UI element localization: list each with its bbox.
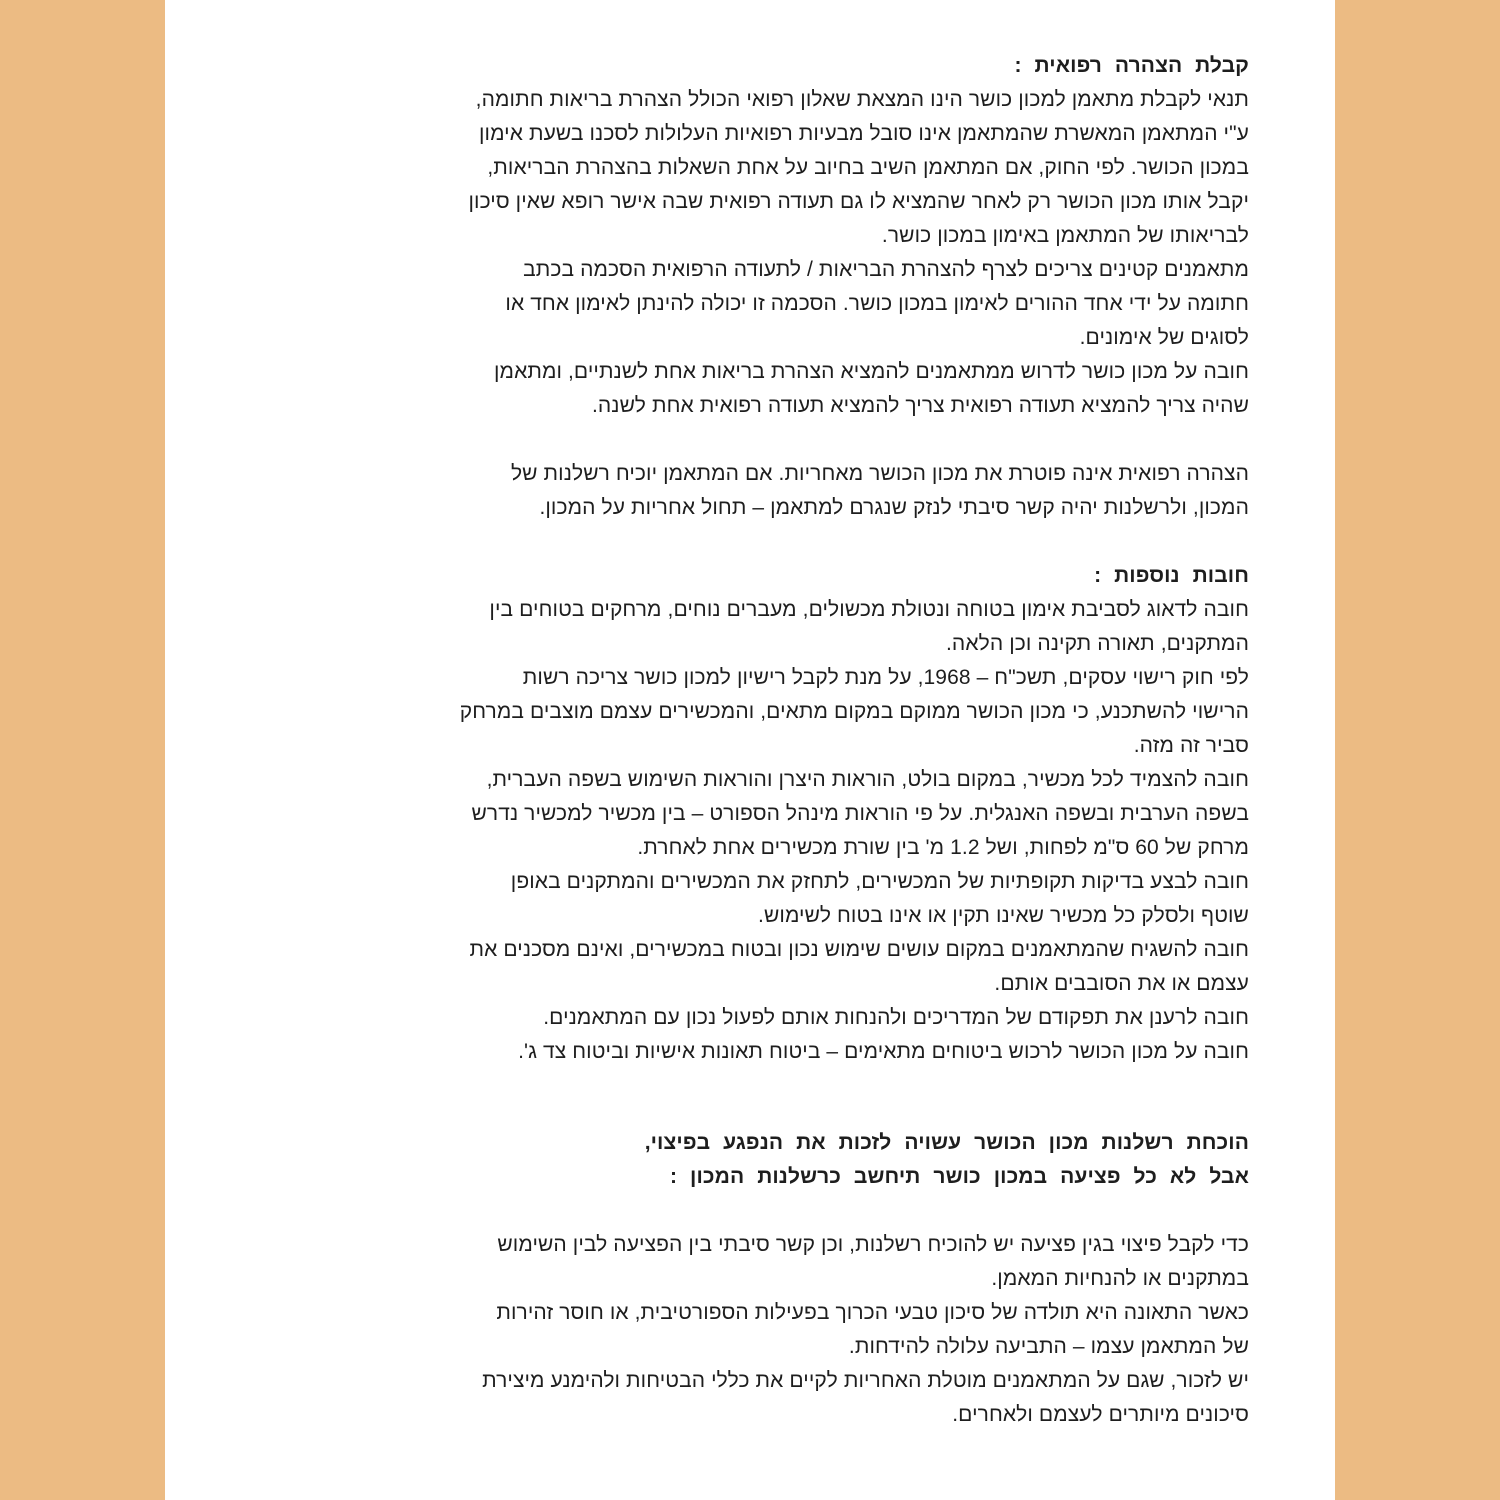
- heading-additional-duties: חובות נוספות :: [1094, 564, 1249, 587]
- text-line: חובה על מכון כושר לדרוש ממתאמנים להמציא הצהרת בריאות אחת לשנתיים, ומתאמן: [493, 360, 1249, 383]
- text-line: סביר זה מזה.: [1133, 734, 1249, 757]
- text-line: תנאי לקבלת מתאמן למכון כושר הינו המצאת שאלון רפואי הכולל הצהרת בריאות חתומה,: [475, 88, 1249, 111]
- heading-negligence-line-1: הוכחת רשלנות מכון הכושר עשויה לזכות את הנפגע בפיצוי,: [644, 1131, 1249, 1154]
- text-line: לפי חוק רישוי עסקים, תשכ"ח – 1968, על מנת לקבל רישיון למכון כושר צריכה רשות: [522, 666, 1249, 689]
- text-line: חובה להשגיח שהמתאמנים במקום עושים שימוש נכון ובטוח במכשירים, ואינם מסכנים את: [469, 938, 1249, 961]
- paragraph-gap: [225, 1069, 1249, 1126]
- text-line: שוטף ולסלק כל מכשיר שאינו תקין או אינו בטוח לשימוש.: [758, 904, 1249, 927]
- text-line: הרישוי להשתכנע, כי מכון הכושר ממוקם במקום מתאים, והמכשירים עצמם מוצבים במרחק: [459, 700, 1249, 723]
- text-line: חובה על מכון הכושר לרכוש ביטוחים מתאימים – ביטוח תאונות אישיות וביטוח צד ג'.: [518, 1040, 1249, 1063]
- text-line: חובה לדאוג לסביבת אימון בטוחה ונטולת מכשולים, מעברים נוחים, מרחקים בטוחים בין: [489, 598, 1249, 621]
- text-line: הצהרה רפואית אינה פוטרת את מכון הכושר מאחריות. אם המתאמן יוכיח רשלנות של: [510, 462, 1249, 485]
- text-line: עצמם או את הסובבים אותם.: [994, 972, 1249, 995]
- text-line: מרחק של 60 ס"מ לפחות, ושל 1.2 מ' בין שורת מכשירים אחת לאחרת.: [637, 836, 1249, 859]
- heading-medical-declaration: קבלת הצהרה רפואית :: [1014, 54, 1249, 77]
- text-line: במתקנים או להנחיות המאמן.: [991, 1267, 1249, 1290]
- text-line: ע"י המתאמן המאשרת שהמתאמן אינו סובל מבעיות רפואיות העלולות לסכנו בשעת אימון: [478, 122, 1249, 145]
- text-line: חובה לבצע בדיקות תקופתיות של המכשירים, לתחזק את המכשירים והמתקנים באופן: [510, 870, 1249, 893]
- text-line: לסוגים של אימונים.: [1079, 326, 1249, 349]
- paragraph-gap: [225, 1194, 1249, 1228]
- text-line: יש לזכור, שגם על המתאמנים מוטלת האחריות לקיים את כללי הבטיחות ולהימנע מיצירת: [482, 1369, 1249, 1392]
- text-line: סיכונים מיותרים לעצמם ולאחרים.: [952, 1403, 1249, 1426]
- text-line: כאשר התאונה היא תולדה של סיכון טבעי הכרוך בפעילות הספורטיבית, או חוסר זהירות: [496, 1301, 1249, 1324]
- paragraph-gap: [225, 525, 1249, 559]
- paragraph-gap: [225, 423, 1249, 457]
- text-line: בשפה הערבית ובשפה האנגלית. על פי הוראות מינהל הספורט – בין מכשיר למכשיר נדרש: [471, 802, 1249, 825]
- text-line: במכון הכושר. לפי החוק, אם המתאמן השיב בחיוב על אחת השאלות בהצהרת הבריאות,: [487, 156, 1249, 179]
- text-line: שהיה צריך להמציא תעודה רפואית צריך להמציא תעודה רפואית אחת לשנה.: [591, 394, 1249, 417]
- text-line: חובה לרענן את תפקודם של המדריכים ולהנחות אותם לפעול נכון עם המתאמנים.: [543, 1006, 1249, 1029]
- text-line: המכון, ולרשלנות יהיה קשר סיבתי לנזק שנגרם למתאמן – תחול אחריות על המכון.: [539, 496, 1249, 519]
- text-line: מתאמנים קטינים צריכים לצרף להצהרת הבריאות / לתעודה הרפואית הסכמה בכתב: [523, 258, 1249, 281]
- text-line: המתקנים, תאורה תקינה וכן הלאה.: [946, 632, 1249, 655]
- heading-negligence-line-2: אבל לא כל פציעה במכון כושר תיחשב כרשלנות המכון :: [670, 1165, 1249, 1188]
- text-line: של המתאמן עצמו – התביעה עלולה להידחות.: [848, 1335, 1249, 1358]
- text-line: כדי לקבל פיצוי בגין פציעה יש להוכיח רשלנות, וכן קשר סיבתי בין הפציעה לבין השימוש: [497, 1233, 1249, 1256]
- text-line: יקבל אותו מכון הכושר רק לאחר שהמציא לו גם תעודה רפואית שבה אישר רופא שאין סיכון: [468, 190, 1249, 213]
- document-page: [165, 0, 1335, 1500]
- text-line: לבריאותו של המתאמן באימון במכון כושר.: [881, 224, 1249, 247]
- text-line: חתומה על ידי אחד ההורים לאימון במכון כושר. הסכמה זו יכולה להינתן לאימון אחד או: [505, 292, 1249, 315]
- text-line: חובה להצמיד לכל מכשיר, במקום בולט, הוראות היצרן והוראות השימוש בשפה העברית,: [486, 768, 1249, 791]
